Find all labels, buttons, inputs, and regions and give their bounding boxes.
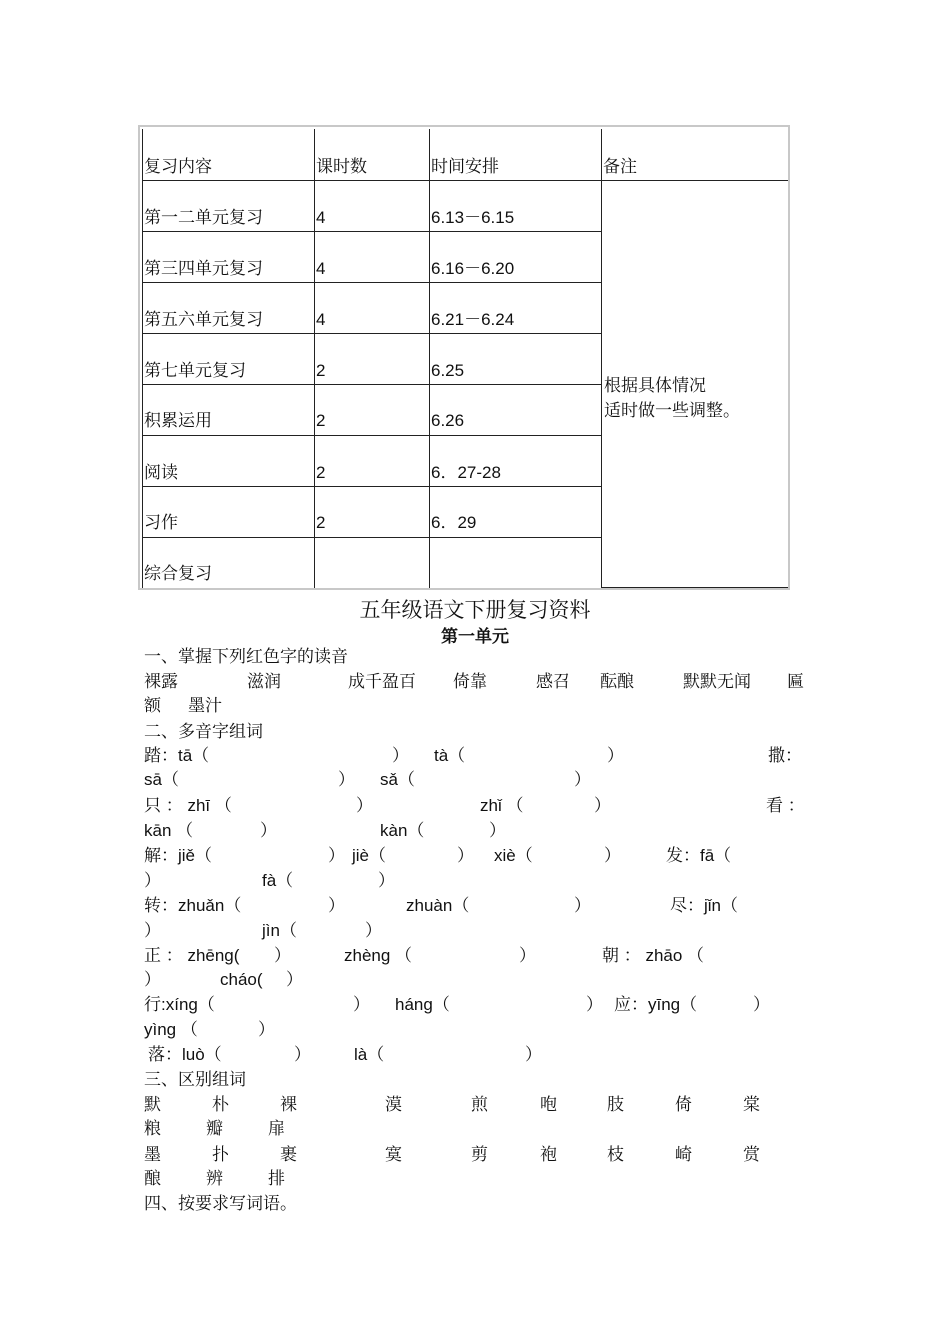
char-item: 朴 bbox=[212, 1095, 229, 1115]
table-row-4-hours: 2 bbox=[316, 361, 326, 380]
char-item: 墨 bbox=[144, 1145, 161, 1165]
char-item: 剪 bbox=[471, 1145, 488, 1165]
table-row-1-time: 6.13－6.15 bbox=[431, 208, 515, 227]
polyphone-item: ） bbox=[260, 821, 277, 840]
table-row-5-time: 6.26 bbox=[431, 411, 465, 430]
polyphone-item: 看 ： bbox=[766, 796, 805, 815]
char-item: 肢 bbox=[607, 1095, 624, 1115]
table-row-6-time: 6．27-28 bbox=[431, 463, 501, 482]
char-item: 酿 bbox=[144, 1169, 161, 1189]
polyphone-item: 转：zhuǎn（ bbox=[144, 896, 242, 915]
section-4-heading: 四、按要求写词语。 bbox=[144, 1194, 297, 1214]
char-item: 漠 bbox=[385, 1095, 402, 1115]
header-time: 时间安排 bbox=[431, 157, 499, 177]
table-note bbox=[604, 374, 740, 424]
polyphone-item: ） bbox=[144, 871, 161, 890]
polyphone-item: kān （ bbox=[144, 821, 194, 840]
polyphone-item: ） bbox=[274, 946, 291, 965]
section-1-heading: 一、掌握下列红色字的读音 bbox=[144, 647, 348, 667]
polyphone-item: ） bbox=[144, 921, 161, 940]
word-item: 墨汁 bbox=[188, 696, 222, 716]
polyphone-item: ） bbox=[328, 896, 345, 915]
char-item: 默 bbox=[144, 1095, 161, 1115]
polyphone-item: fà（ bbox=[262, 871, 294, 890]
table-row-2-time: 6.16－6.20 bbox=[431, 259, 515, 278]
polyphone-item: ） bbox=[144, 970, 161, 989]
polyphone-item: ） bbox=[604, 846, 621, 865]
table-row-4-time: 6.25 bbox=[431, 361, 465, 380]
char-item: 寞 bbox=[385, 1145, 402, 1165]
polyphone-item: 撒： bbox=[768, 746, 802, 765]
table-row-1-hours: 4 bbox=[316, 208, 326, 227]
polyphone-item: zhèng （ bbox=[344, 946, 413, 965]
word-item: 滋润 bbox=[247, 672, 281, 692]
polyphone-item: ） bbox=[286, 970, 303, 989]
char-item: 裸 bbox=[280, 1095, 297, 1115]
polyphone-item: 朝 ： zhāo （ bbox=[602, 946, 705, 965]
table-row-6-content: 阅读 bbox=[144, 463, 178, 483]
section-2-heading: 二、多音字组词 bbox=[144, 722, 263, 742]
polyphone-item: 尽：jǐn（ bbox=[670, 896, 739, 915]
word-item: 成千盈百 bbox=[348, 672, 416, 692]
char-item: 棠 bbox=[743, 1095, 760, 1115]
polyphone-item: 落：luò（ bbox=[148, 1045, 222, 1064]
table-row-2-content: 第三四单元复习 bbox=[144, 259, 263, 279]
polyphone-item: 正 ： zhēng( bbox=[144, 946, 240, 965]
polyphone-item: 只 ： zhī （ bbox=[144, 796, 232, 815]
polyphone-item: ） bbox=[258, 1020, 275, 1039]
polyphone-item: 解：jiě（ bbox=[144, 846, 213, 865]
polyphone-item: jiè（ bbox=[352, 846, 387, 865]
note-line-2: 适时做一些调整。 bbox=[604, 401, 740, 421]
char-item: 咆 bbox=[540, 1095, 557, 1115]
char-item: 倚 bbox=[675, 1095, 692, 1115]
polyphone-item: yìng （ bbox=[144, 1020, 198, 1039]
polyphone-item: ） bbox=[457, 846, 474, 865]
table-row-3-content: 第五六单元复习 bbox=[144, 310, 263, 330]
polyphone-item: là（ bbox=[354, 1045, 385, 1064]
table-row-7-time: 6．29 bbox=[431, 513, 477, 532]
word-item: 匾 bbox=[787, 672, 804, 692]
word-item: 默默无闻 bbox=[683, 672, 751, 692]
table-row-4-content: 第七单元复习 bbox=[144, 361, 246, 381]
polyphone-item: 踏：tā（ bbox=[144, 746, 210, 765]
polyphone-item: 行:xíng（ bbox=[144, 995, 215, 1014]
unit-title: 第一单元 bbox=[441, 627, 509, 646]
polyphone-item: cháo( bbox=[220, 970, 263, 989]
table-row-5-content: 积累运用 bbox=[144, 411, 212, 431]
char-item: 辨 bbox=[206, 1169, 223, 1189]
polyphone-item: ） bbox=[519, 946, 536, 965]
polyphone-item: jìn（ bbox=[262, 921, 297, 940]
char-item: 袍 bbox=[540, 1145, 557, 1165]
table-row-5-hours: 2 bbox=[316, 411, 326, 430]
char-item: 枝 bbox=[607, 1145, 624, 1165]
polyphone-item: ） bbox=[338, 770, 355, 789]
polyphone-item: ） bbox=[356, 796, 373, 815]
word-item: 倚靠 bbox=[453, 672, 487, 692]
table-row-3-time: 6.21－6.24 bbox=[431, 310, 515, 329]
char-item: 扉 bbox=[268, 1119, 285, 1139]
table-row-2-hours: 4 bbox=[316, 259, 326, 278]
page-title: 五年级语文下册复习资料 bbox=[359, 598, 591, 622]
char-item: 煎 bbox=[471, 1095, 488, 1115]
polyphone-item: 应：yīng（ bbox=[614, 995, 698, 1014]
polyphone-item: ） bbox=[378, 871, 395, 890]
word-item: 裸露 bbox=[144, 672, 178, 692]
note-line-1: 根据具体情况 bbox=[604, 376, 706, 396]
polyphone-item: ） bbox=[753, 995, 770, 1014]
polyphone-item: ） bbox=[594, 796, 611, 815]
char-item: 崎 bbox=[675, 1145, 692, 1165]
polyphone-item: ） bbox=[607, 746, 624, 765]
table-row-3-hours: 4 bbox=[316, 310, 326, 329]
polyphone-item: ） bbox=[294, 1045, 311, 1064]
char-item: 扑 bbox=[212, 1145, 229, 1165]
table-row-7-hours: 2 bbox=[316, 513, 326, 532]
polyphone-item: ） bbox=[365, 921, 382, 940]
table-row-7-content: 习作 bbox=[144, 513, 178, 533]
polyphone-item: zhǐ （ bbox=[480, 796, 524, 815]
polyphone-item: ） bbox=[586, 995, 603, 1014]
section-3-heading: 三、区别组词 bbox=[144, 1070, 246, 1090]
polyphone-item: ） bbox=[392, 746, 409, 765]
polyphone-item: ） bbox=[525, 1045, 542, 1064]
polyphone-item: háng（ bbox=[395, 995, 450, 1014]
polyphone-item: ） bbox=[574, 770, 591, 789]
schedule-table bbox=[142, 129, 788, 588]
word-item: 额 bbox=[144, 696, 161, 716]
polyphone-item: sǎ（ bbox=[380, 770, 415, 789]
char-item: 赏 bbox=[743, 1145, 760, 1165]
table-row-6-hours: 2 bbox=[316, 463, 326, 482]
polyphone-item: zhuàn（ bbox=[406, 896, 470, 915]
char-item: 裹 bbox=[280, 1145, 297, 1165]
word-item: 酝酿 bbox=[600, 672, 634, 692]
table-row-8-content: 综合复习 bbox=[144, 564, 212, 584]
polyphone-item: sā（ bbox=[144, 770, 179, 789]
polyphone-item: kàn（ bbox=[380, 821, 425, 840]
char-item: 瓣 bbox=[206, 1119, 223, 1139]
polyphone-item: ） bbox=[328, 846, 345, 865]
polyphone-item: tà（ bbox=[434, 746, 466, 765]
polyphone-item: 发：fā（ bbox=[666, 846, 732, 865]
char-item: 粮 bbox=[144, 1119, 161, 1139]
table-row-1-content: 第一二单元复习 bbox=[144, 208, 263, 228]
header-content: 复习内容 bbox=[144, 157, 212, 177]
polyphone-item: ） bbox=[574, 896, 591, 915]
header-hours: 课时数 bbox=[316, 157, 367, 177]
polyphone-item: xiè（ bbox=[494, 846, 533, 865]
polyphone-item: ） bbox=[489, 821, 506, 840]
polyphone-item: ） bbox=[353, 995, 370, 1014]
char-item: 排 bbox=[268, 1169, 285, 1189]
header-note: 备注 bbox=[603, 157, 637, 177]
word-item: 感召 bbox=[536, 672, 570, 692]
